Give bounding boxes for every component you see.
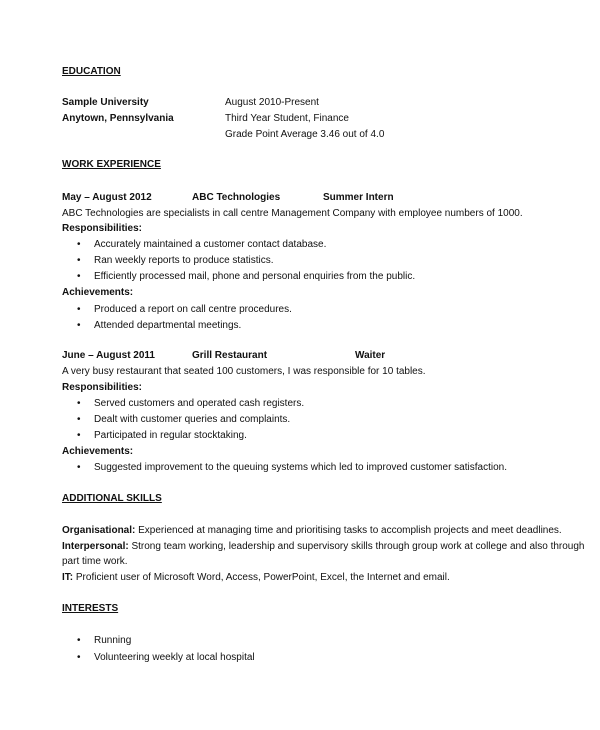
university-name: Sample University — [62, 97, 149, 108]
skill-interpersonal — [62, 541, 585, 552]
job-title: Waiter — [355, 350, 386, 361]
job-dates: June – August 2011 — [62, 350, 155, 361]
skills-heading: ADDITIONAL SKILLS — [62, 493, 162, 504]
bullet-icon: • — [77, 652, 81, 663]
education-dates: August 2010-Present — [225, 97, 319, 108]
skill-text: Strong team working, leadership and supervisory skills through group work at college and also through — [131, 541, 585, 552]
list-item: • Suggested improvement to the queuing systems which led to improved customer satisfaction. — [77, 462, 507, 473]
job-dates: May – August 2012 — [62, 192, 152, 203]
achievements-label: Achievements: — [62, 287, 134, 298]
list-item: • Accurately maintained a customer contact database. — [77, 239, 327, 250]
achievements-label: Achievements: — [62, 446, 134, 457]
bullet-icon: • — [77, 430, 81, 441]
list-item: • Participated in regular stocktaking. — [77, 430, 247, 441]
bullet-icon: • — [77, 462, 81, 473]
skill-label: Organisational: — [62, 525, 136, 536]
bullet-icon: • — [77, 239, 81, 250]
bullet-icon: • — [77, 635, 81, 646]
list-item: • Volunteering weekly at local hospital — [77, 652, 255, 663]
bullet-icon: • — [77, 255, 81, 266]
skill-organisational — [62, 525, 562, 536]
list-item: • Attended departmental meetings. — [77, 320, 242, 331]
bullet-icon: • — [77, 271, 81, 282]
list-item: • Produced a report on call centre procedures. — [77, 304, 292, 315]
job-description: A very busy restaurant that seated 100 customers, I was responsible for 10 tables. — [62, 366, 426, 377]
list-item: • Efficiently processed mail, phone and personal enquiries from the public. — [77, 271, 416, 282]
list-item: • Running — [77, 635, 132, 646]
bullet-icon: • — [77, 414, 81, 425]
bullet-icon: • — [77, 304, 81, 315]
job-title: Summer Intern — [323, 192, 394, 203]
bullet-icon: • — [77, 320, 81, 331]
skill-it — [62, 572, 450, 583]
education-heading: EDUCATION — [62, 66, 121, 77]
skill-text: Experienced at managing time and prioritising tasks to accomplish projects and meet deadlines. — [138, 525, 562, 536]
list-item: • Dealt with customer queries and complaints. — [77, 414, 291, 425]
list-item: • Served customers and operated cash registers. — [77, 398, 305, 409]
list-item: • Ran weekly reports to produce statistics. — [77, 255, 274, 266]
work-heading: WORK EXPERIENCE — [62, 159, 161, 170]
job-company: Grill Restaurant — [192, 350, 268, 361]
job-company: ABC Technologies — [192, 192, 281, 203]
bullet-icon: • — [77, 398, 81, 409]
skill-text-continued: part time work. — [62, 556, 128, 567]
responsibilities-label: Responsibilities: — [62, 223, 143, 234]
job-description: ABC Technologies are specialists in call centre Management Company with employee numbers of 1000. — [62, 208, 523, 219]
skill-text: Proficient user of Microsoft Word, Access, PowerPoint, Excel, the Internet and email. — [75, 572, 450, 583]
interests-heading: INTERESTS — [62, 603, 119, 614]
skill-label: Interpersonal: — [62, 541, 129, 552]
responsibilities-label: Responsibilities: — [62, 382, 143, 393]
education-gpa: Grade Point Average 3.46 out of 4.0 — [225, 129, 385, 140]
education-year: Third Year Student, Finance — [225, 113, 349, 124]
skill-label: IT: — [62, 572, 74, 583]
university-location: Anytown, Pennsylvania — [62, 113, 174, 124]
